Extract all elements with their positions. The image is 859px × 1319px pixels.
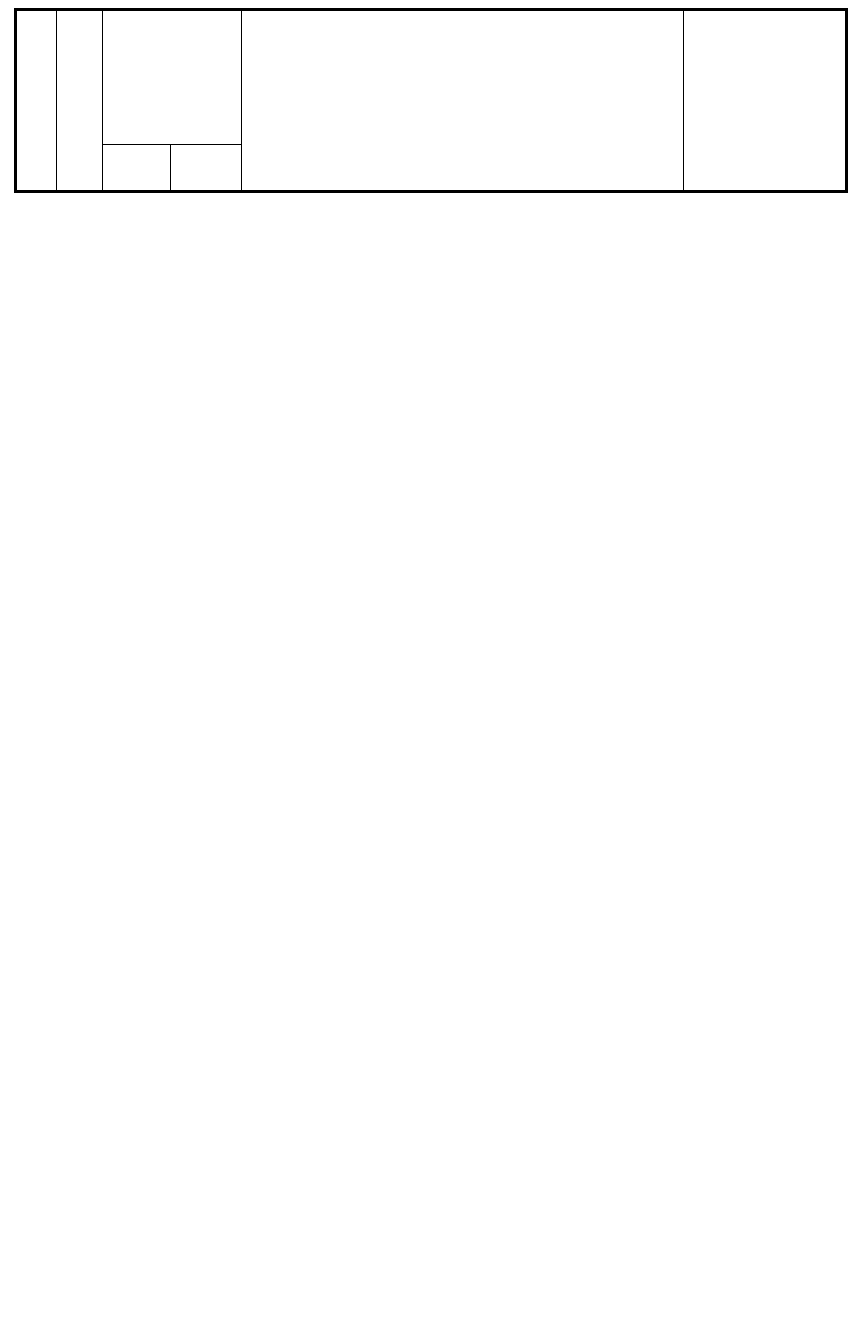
header-plant-name [57,10,103,192]
water8848-watermark [701,1315,859,1317]
header-near-term [103,145,171,192]
treatment-plants-table [14,8,848,193]
header-far-term [171,145,242,192]
header-scale [103,10,242,145]
header-serial [16,10,57,192]
table-header [16,10,847,192]
header-sewage-process [242,10,684,192]
header-sludge-process [684,10,847,192]
